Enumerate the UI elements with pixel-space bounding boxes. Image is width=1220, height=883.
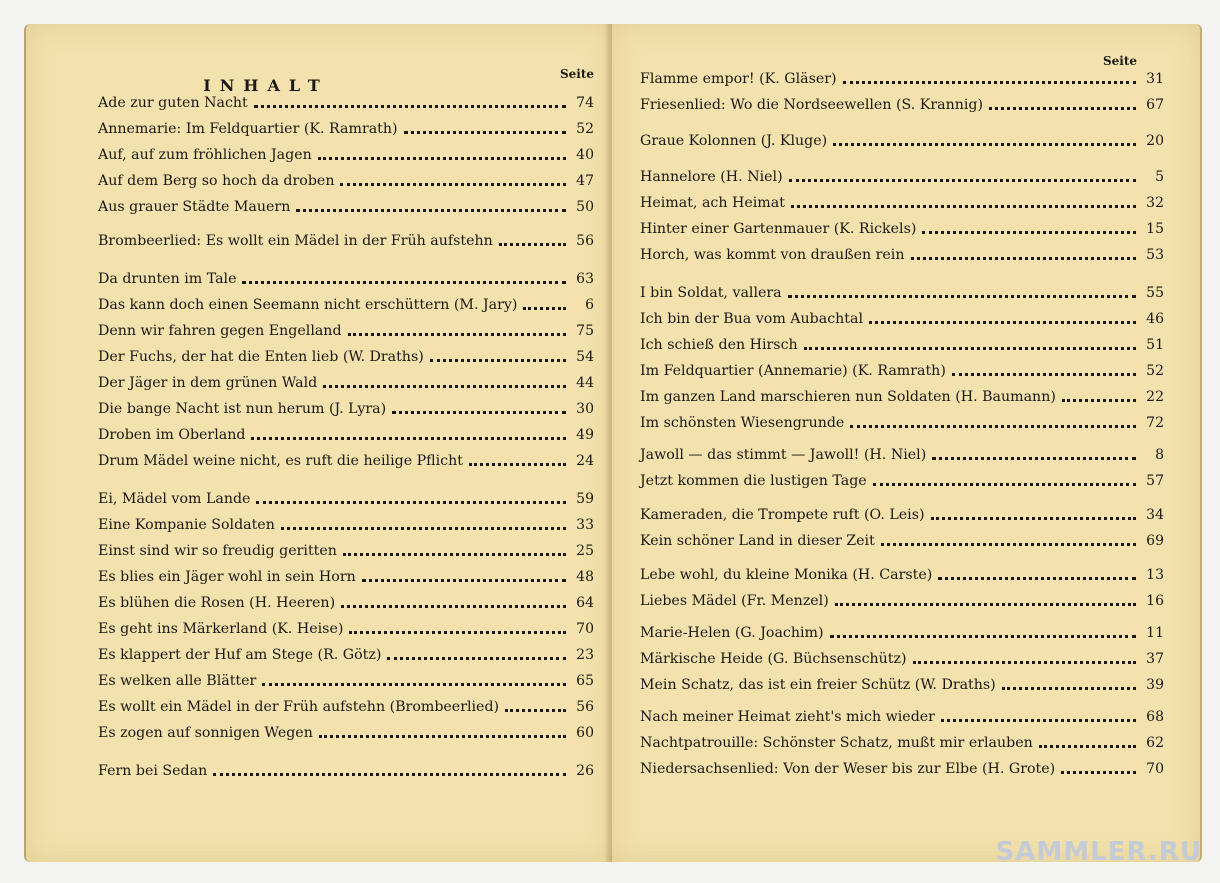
toc-entry-title: Eine Kompanie Soldaten	[98, 517, 275, 533]
toc-entry	[640, 530, 1164, 550]
leader-dots	[349, 629, 566, 634]
toc-entry-page-number: 69	[1146, 533, 1164, 549]
leader-dots	[499, 241, 566, 246]
leader-dots	[505, 707, 566, 712]
contents-title: INHALT	[203, 76, 329, 95]
toc-entry	[640, 622, 1164, 642]
toc-entry-title: Horch, was kommt von draußen rein	[640, 247, 905, 263]
toc-entry-page-number: 72	[1146, 415, 1164, 431]
toc-entry-title: Ich bin der Bua vom Aubachtal	[640, 311, 863, 327]
toc-entry-page-number: 22	[1146, 389, 1164, 405]
toc-entry-title: Heimat, ach Heimat	[640, 195, 785, 211]
toc-entry	[98, 320, 594, 340]
toc-entry-title: Friesenlied: Wo die Nordseewellen (S. Krannig)	[640, 97, 983, 113]
toc-entry-title: Ich schieß den Hirsch	[640, 337, 798, 353]
toc-entry-page-number: 52	[1146, 363, 1164, 379]
toc-entry	[640, 218, 1164, 238]
toc-entry-page-number: 40	[576, 147, 594, 163]
toc-entry-page-number: 26	[576, 763, 594, 779]
toc-entry	[640, 334, 1164, 354]
toc-entry	[640, 648, 1164, 668]
toc-entry-title: Drum Mädel weine nicht, es ruft die heilige Pflicht	[98, 453, 463, 469]
leader-dots	[343, 551, 566, 556]
toc-entry	[98, 144, 594, 164]
leader-dots	[213, 771, 566, 776]
toc-entry-title: Es blühen die Rosen (H. Heeren)	[98, 595, 336, 611]
toc-entry-page-number: 54	[576, 349, 594, 365]
leader-dots	[922, 229, 1136, 234]
toc-entry-page-number: 48	[576, 569, 594, 585]
toc-entry	[98, 268, 594, 288]
toc-entry	[640, 564, 1164, 584]
toc-entry-title: Flamme empor! (K. Gläser)	[640, 71, 837, 87]
toc-entry-title: Brombeerlied: Es wollt ein Mädel in der Früh aufstehn	[98, 233, 493, 249]
toc-entry-title: Marie-Helen (G. Joachim)	[640, 625, 824, 641]
toc-entry-title: Nachtpatrouille: Schönster Schatz, mußt mir erlauben	[640, 735, 1033, 751]
toc-entry-page-number: 44	[576, 375, 594, 391]
toc-entry-title: I bin Soldat, vallera	[640, 285, 782, 301]
leader-dots	[1039, 743, 1136, 748]
toc-entry	[640, 94, 1164, 114]
toc-entry-title: Ade zur guten Nacht	[98, 95, 248, 111]
toc-entry	[640, 386, 1164, 406]
toc-entry-page-number: 49	[576, 427, 594, 443]
toc-list-left	[26, 24, 612, 862]
toc-entry-page-number: 6	[585, 297, 594, 313]
toc-entry	[98, 118, 594, 138]
toc-entry	[640, 282, 1164, 302]
left-page	[24, 24, 612, 862]
toc-entry-title: Jetzt kommen die lustigen Tage	[640, 473, 867, 489]
toc-entry	[640, 470, 1164, 490]
toc-entry	[98, 92, 594, 112]
toc-entry-page-number: 51	[1146, 337, 1164, 353]
toc-entry-title: Der Jäger in dem grünen Wald	[98, 375, 318, 391]
toc-entry	[98, 644, 594, 664]
toc-entry-page-number: 70	[576, 621, 594, 637]
toc-entry-page-number: 16	[1146, 593, 1164, 609]
leader-dots	[830, 633, 1136, 638]
toc-entry-page-number: 63	[576, 271, 594, 287]
toc-entry	[640, 130, 1164, 150]
toc-entry	[640, 706, 1164, 726]
leader-dots	[430, 357, 566, 362]
toc-entry-title: Da drunten im Tale	[98, 271, 237, 287]
toc-entry-page-number: 50	[576, 199, 594, 215]
toc-entry-page-number: 37	[1146, 651, 1164, 667]
toc-entry-title: Auf dem Berg so hoch da droben	[98, 173, 335, 189]
toc-entry	[98, 398, 594, 418]
leader-dots	[254, 103, 566, 108]
leader-dots	[788, 293, 1136, 298]
leader-dots	[251, 435, 566, 440]
toc-entry-title: Kein schöner Land in dieser Zeit	[640, 533, 875, 549]
toc-entry-page-number: 47	[576, 173, 594, 189]
toc-entry-page-number: 33	[576, 517, 594, 533]
page-column-label-left: Seite	[560, 67, 595, 81]
toc-entry-page-number: 68	[1146, 709, 1164, 725]
leader-dots	[362, 577, 566, 582]
leader-dots	[323, 383, 566, 388]
toc-entry-page-number: 53	[1146, 247, 1164, 263]
toc-entry-page-number: 65	[576, 673, 594, 689]
toc-entry-title: Der Fuchs, der hat die Enten lieb (W. Draths)	[98, 349, 424, 365]
toc-entry	[98, 760, 594, 780]
leader-dots	[242, 279, 566, 284]
toc-entry-page-number: 55	[1146, 285, 1164, 301]
toc-entry-page-number: 24	[576, 453, 594, 469]
toc-entry	[98, 170, 594, 190]
leader-dots	[941, 717, 1136, 722]
toc-entry-title: Im schönsten Wiesengrunde	[640, 415, 845, 431]
toc-entry-title: Im Feldquartier (Annemarie) (K. Ramrath)	[640, 363, 946, 379]
leader-dots	[804, 345, 1136, 350]
toc-entry-page-number: 52	[576, 121, 594, 137]
toc-entry	[640, 244, 1164, 264]
watermark: SAMMLER.RU	[995, 837, 1202, 867]
toc-entry	[98, 372, 594, 392]
toc-entry	[98, 346, 594, 366]
toc-entry-page-number: 57	[1146, 473, 1164, 489]
toc-entry	[98, 450, 594, 470]
leader-dots	[873, 481, 1136, 486]
leader-dots	[843, 79, 1136, 84]
leader-dots	[469, 461, 566, 466]
toc-entry-title: Einst sind wir so freudig geritten	[98, 543, 337, 559]
leader-dots	[835, 601, 1136, 606]
toc-entry-page-number: 56	[576, 233, 594, 249]
toc-entry-page-number: 74	[576, 95, 594, 111]
leader-dots	[850, 423, 1136, 428]
leader-dots	[952, 371, 1136, 376]
toc-entry-page-number: 31	[1146, 71, 1164, 87]
leader-dots	[262, 681, 566, 686]
toc-entry-page-number: 23	[576, 647, 594, 663]
toc-entry-title: Niedersachsenlied: Von der Weser bis zur Elbe (H. Grote)	[640, 761, 1056, 777]
toc-entry-page-number: 30	[576, 401, 594, 417]
toc-entry	[640, 192, 1164, 212]
toc-entry	[640, 504, 1164, 524]
toc-entry-page-number: 39	[1146, 677, 1164, 693]
toc-entry-title: Es wollt ein Mädel in der Früh aufstehn (Brombeerlied)	[98, 699, 500, 715]
toc-entry-page-number: 15	[1146, 221, 1164, 237]
toc-entry	[640, 758, 1164, 778]
leader-dots	[989, 105, 1136, 110]
toc-entry-page-number: 75	[576, 323, 594, 339]
toc-entry-title: Es welken alle Blätter	[98, 673, 257, 689]
toc-entry-title: Liebes Mädel (Fr. Menzel)	[640, 593, 829, 609]
leader-dots	[340, 181, 566, 186]
toc-entry	[98, 424, 594, 444]
toc-entry	[98, 230, 594, 250]
toc-entry-page-number: 25	[576, 543, 594, 559]
leader-dots	[1002, 685, 1136, 690]
toc-entry-title: Fern bei Sedan	[98, 763, 208, 779]
toc-entry-page-number: 32	[1146, 195, 1164, 211]
leader-dots	[791, 203, 1136, 208]
right-page	[612, 24, 1202, 862]
toc-entry	[640, 412, 1164, 432]
toc-entry-page-number: 46	[1146, 311, 1164, 327]
toc-entry-title: Im ganzen Land marschieren nun Soldaten (H. Baumann)	[640, 389, 1056, 405]
toc-entry	[98, 514, 594, 534]
leader-dots	[931, 515, 1136, 520]
leader-dots	[296, 207, 566, 212]
leader-dots	[869, 319, 1136, 324]
toc-entry-page-number: 34	[1146, 507, 1164, 523]
toc-entry-title: Lebe wohl, du kleine Monika (H. Carste)	[640, 567, 933, 583]
toc-entry	[98, 618, 594, 638]
toc-entry-title: Jawoll — das stimmt — Jawoll! (H. Niel)	[640, 447, 927, 463]
toc-entry-title: Die bange Nacht ist nun herum (J. Lyra)	[98, 401, 387, 417]
leader-dots	[348, 331, 566, 336]
leader-dots	[1062, 397, 1136, 402]
toc-entry	[98, 196, 594, 216]
toc-entry-title: Annemarie: Im Feldquartier (K. Ramrath)	[98, 121, 398, 137]
toc-entry-title: Hinter einer Gartenmauer (K. Rickels)	[640, 221, 917, 237]
leader-dots	[881, 541, 1136, 546]
toc-entry	[640, 732, 1164, 752]
toc-entry-title: Es zogen auf sonnigen Wegen	[98, 725, 313, 741]
toc-entry	[98, 670, 594, 690]
toc-entry-title: Droben im Oberland	[98, 427, 246, 443]
toc-entry	[98, 294, 594, 314]
toc-entry-title: Märkische Heide (G. Büchsenschütz)	[640, 651, 907, 667]
leader-dots	[789, 177, 1136, 182]
toc-entry	[640, 360, 1164, 380]
toc-entry-page-number: 64	[576, 595, 594, 611]
toc-entry-title: Denn wir fahren gegen Engelland	[98, 323, 342, 339]
toc-entry-page-number: 8	[1155, 447, 1164, 463]
toc-entry-page-number: 13	[1146, 567, 1164, 583]
leader-dots	[911, 255, 1137, 260]
toc-entry	[640, 674, 1164, 694]
toc-entry-page-number: 20	[1146, 133, 1164, 149]
leader-dots	[1061, 769, 1136, 774]
leader-dots	[256, 499, 566, 504]
toc-entry	[98, 488, 594, 508]
leader-dots	[523, 305, 566, 310]
leader-dots	[319, 733, 566, 738]
toc-entry-page-number: 56	[576, 699, 594, 715]
toc-entry-title: Es klappert der Huf am Stege (R. Götz)	[98, 647, 382, 663]
toc-entry-title: Graue Kolonnen (J. Kluge)	[640, 133, 828, 149]
toc-entry-title: Hannelore (H. Niel)	[640, 169, 783, 185]
toc-entry	[640, 444, 1164, 464]
leader-dots	[404, 129, 566, 134]
toc-entry	[98, 566, 594, 586]
toc-entry-title: Kameraden, die Trompete ruft (O. Leis)	[640, 507, 925, 523]
toc-entry-page-number: 5	[1155, 169, 1164, 185]
toc-entry	[98, 540, 594, 560]
toc-entry-title: Es geht ins Märkerland (K. Heise)	[98, 621, 344, 637]
toc-entry-page-number: 60	[576, 725, 594, 741]
toc-entry	[98, 696, 594, 716]
toc-entry-page-number: 11	[1146, 625, 1164, 641]
toc-list-right	[612, 24, 1200, 862]
leader-dots	[387, 655, 566, 660]
toc-entry	[640, 590, 1164, 610]
leader-dots	[913, 659, 1136, 664]
toc-entry-page-number: 62	[1146, 735, 1164, 751]
page-column-label-right: Seite	[1103, 54, 1138, 68]
leader-dots	[281, 525, 566, 530]
leader-dots	[938, 575, 1136, 580]
toc-entry-title: Ei, Mädel vom Lande	[98, 491, 251, 507]
toc-entry-page-number: 70	[1146, 761, 1164, 777]
toc-entry-title: Es blies ein Jäger wohl in sein Horn	[98, 569, 356, 585]
leader-dots	[932, 455, 1136, 460]
toc-entry-title: Das kann doch einen Seemann nicht erschüttern (M. Jary)	[98, 297, 518, 313]
toc-entry	[98, 592, 594, 612]
toc-entry	[640, 166, 1164, 186]
toc-entry-title: Aus grauer Städte Mauern	[98, 199, 291, 215]
toc-entry-title: Nach meiner Heimat zieht's mich wieder	[640, 709, 935, 725]
toc-entry	[640, 308, 1164, 328]
leader-dots	[341, 603, 566, 608]
toc-entry-title: Auf, auf zum fröhlichen Jagen	[98, 147, 312, 163]
toc-entry-title: Mein Schatz, das ist ein freier Schütz (W. Draths)	[640, 677, 996, 693]
leader-dots	[833, 141, 1136, 146]
toc-entry	[98, 722, 594, 742]
toc-entry-page-number: 59	[576, 491, 594, 507]
leader-dots	[318, 155, 566, 160]
leader-dots	[392, 409, 566, 414]
toc-entry	[640, 68, 1164, 88]
toc-entry-page-number: 67	[1146, 97, 1164, 113]
